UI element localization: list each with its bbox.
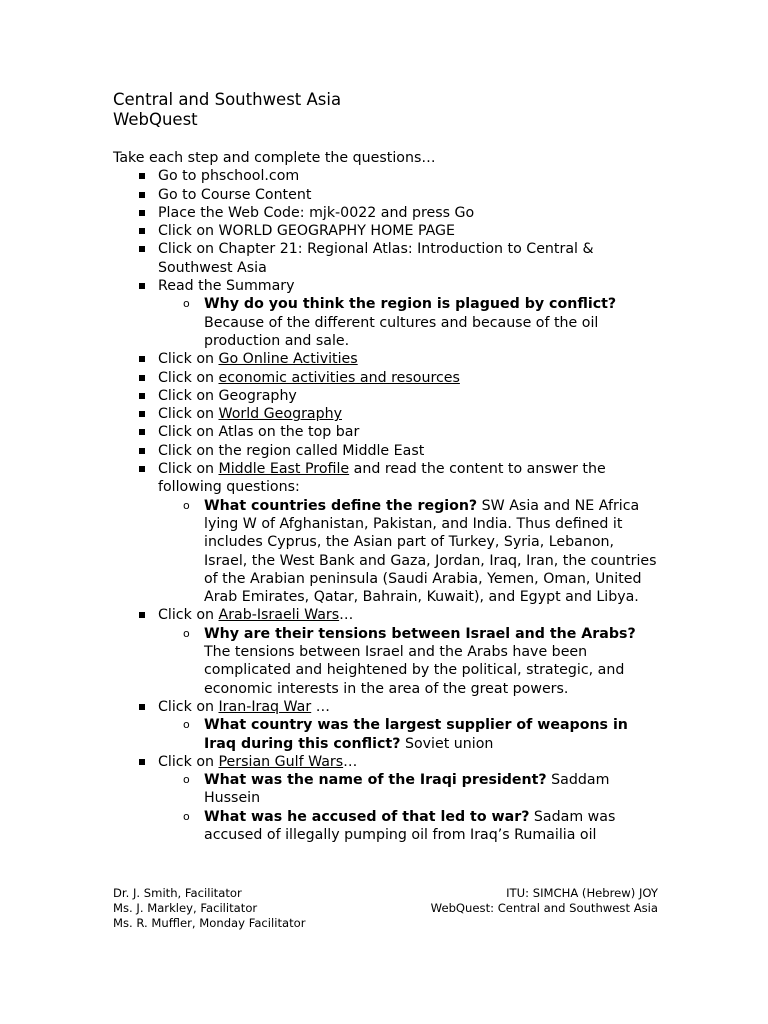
list-item [113,240,658,277]
question-text: Why are their tensions between Israel and the Arabs? [204,625,636,642]
list-item [113,423,658,441]
question-text: What countries define the region? [204,497,478,514]
step-text: Click on [158,698,219,715]
answer-text: Because of the different cultures and because of the oil production and sale. [204,314,599,349]
title-line-2: WebQuest [113,110,198,129]
square-bullet-icon [139,612,145,618]
economic-activities-link[interactable]: economic activities and resources [218,369,460,386]
question-text: What was the name of the Iraqi president? [204,772,547,789]
answer-text: The tensions between Israel and the Arabs have been complicated and heightened by the political, strategic, and economic interests in the area of the great powers. [204,644,625,697]
question-list [158,625,658,698]
iran-iraq-war-link[interactable]: Iran-Iraq War [218,698,312,715]
arab-israeli-wars-link[interactable]: Arab-Israeli Wars [218,607,340,624]
square-bullet-icon [139,246,145,252]
circle-bullet-icon: o [183,809,190,823]
step-text: Go to Course Content [158,186,312,203]
question-item [158,771,658,808]
footer-course-info [431,886,658,916]
footer-left-line-3: Ms. R. Muffler, Monday Facilitator [113,916,306,930]
step-text: Click on [158,753,219,770]
step-text: Place the Web Code: mjk-0022 and press Go [158,204,475,221]
answer-text: Saddam Hussein [204,772,610,807]
question-list [158,771,658,844]
square-bullet-icon [139,192,145,198]
square-bullet-icon [139,466,145,472]
list-item [113,753,658,844]
step-text: … [343,753,358,770]
list-item [113,405,658,423]
footer-facilitators [113,886,306,931]
step-text: Click on [158,351,219,368]
question-text: What country was the largest supplier of weapons in Iraq during this conflict? [204,717,628,752]
step-text: Go to phschool.com [158,168,300,185]
square-bullet-icon [139,283,145,289]
square-bullet-icon [139,228,145,234]
square-bullet-icon [139,173,145,179]
answer-text: SW Asia and NE Africa lying W of Afghanistan, Pakistan, and India. Thus defined it includes Cyprus, the Asian part of Turkey, Syria, Lebanon, Israel, the West Bank and Gaza, Jordan, Iraq, Iran, the countries of the Arabian peninsula (Saudi Arabia, Yemen, Oman, United Arab Emirates, Qatar, Bahrain, Kuwait), and Egypt and Libya. [204,497,657,606]
step-text: Click on [158,369,219,386]
square-bullet-icon [139,759,145,765]
go-online-activities-link[interactable]: Go Online Activities [218,351,358,368]
step-text: Click on Geography [158,387,297,404]
question-list [158,497,658,607]
list-item [113,222,658,240]
step-text: … [339,607,354,624]
question-item [158,808,658,845]
question-text: What was he accused of that led to war? [204,808,530,825]
list-item [113,698,658,753]
step-text: Click on [158,607,219,624]
step-text: Click on WORLD GEOGRAPHY HOME PAGE [158,223,456,240]
footer-left-line-1: Dr. J. Smith, Facilitator [113,886,242,900]
answer-text: Soviet union [400,735,494,752]
circle-bullet-icon: o [183,718,190,732]
step-text: Click on [158,461,219,478]
persian-gulf-wars-link[interactable]: Persian Gulf Wars [218,753,344,770]
step-text: and read the content to answer the following questions: [158,461,606,496]
step-text: Click on Atlas on the top bar [158,424,360,441]
step-list [113,167,658,844]
square-bullet-icon [139,411,145,417]
middle-east-profile-link[interactable]: Middle East Profile [218,461,350,478]
answer-text: Sadam was accused of illegally pumping oil from Iraq’s Rumailia oil [204,808,616,843]
square-bullet-icon [139,448,145,454]
world-geography-link[interactable]: World Geography [218,406,342,423]
step-text: Click on [158,406,219,423]
square-bullet-icon [139,356,145,362]
square-bullet-icon [139,704,145,710]
step-text: … [311,698,330,715]
page-title [113,90,341,130]
question-item [158,716,658,753]
footer-right-line-2: WebQuest: Central and Southwest Asia [430,901,658,915]
list-item [113,369,658,387]
footer-right-line-1: ITU: SIMCHA (Hebrew) JOY [506,886,658,900]
question-list [158,295,658,350]
intro-text: Take each step and complete the questions… [113,150,436,166]
question-item [158,497,658,607]
step-text: Click on Chapter 21: Regional Atlas: Introduction to Central & Southwest Asia [158,241,594,276]
list-item [113,350,658,368]
question-text: Why do you think the region is plagued by conflict? [204,296,617,313]
square-bullet-icon [139,393,145,399]
list-item [113,186,658,204]
circle-bullet-icon: o [183,498,190,512]
question-item [158,625,658,698]
list-item [113,442,658,460]
list-item [113,387,658,405]
circle-bullet-icon: o [183,626,190,640]
list-item [113,277,658,350]
circle-bullet-icon: o [183,297,190,311]
square-bullet-icon [139,210,145,216]
step-text: Click on the region called Middle East [158,442,425,459]
list-item [113,204,658,222]
square-bullet-icon [139,375,145,381]
question-list [158,716,658,753]
step-text: Read the Summary [158,278,295,295]
title-line-1: Central and Southwest Asia [113,90,342,109]
square-bullet-icon [139,429,145,435]
list-item [113,167,658,185]
list-item [113,606,658,697]
list-item [113,460,658,606]
question-item [158,295,658,350]
circle-bullet-icon: o [183,773,190,787]
webquest-content [113,149,658,844]
footer-left-line-2: Ms. J. Markley, Facilitator [113,901,258,915]
